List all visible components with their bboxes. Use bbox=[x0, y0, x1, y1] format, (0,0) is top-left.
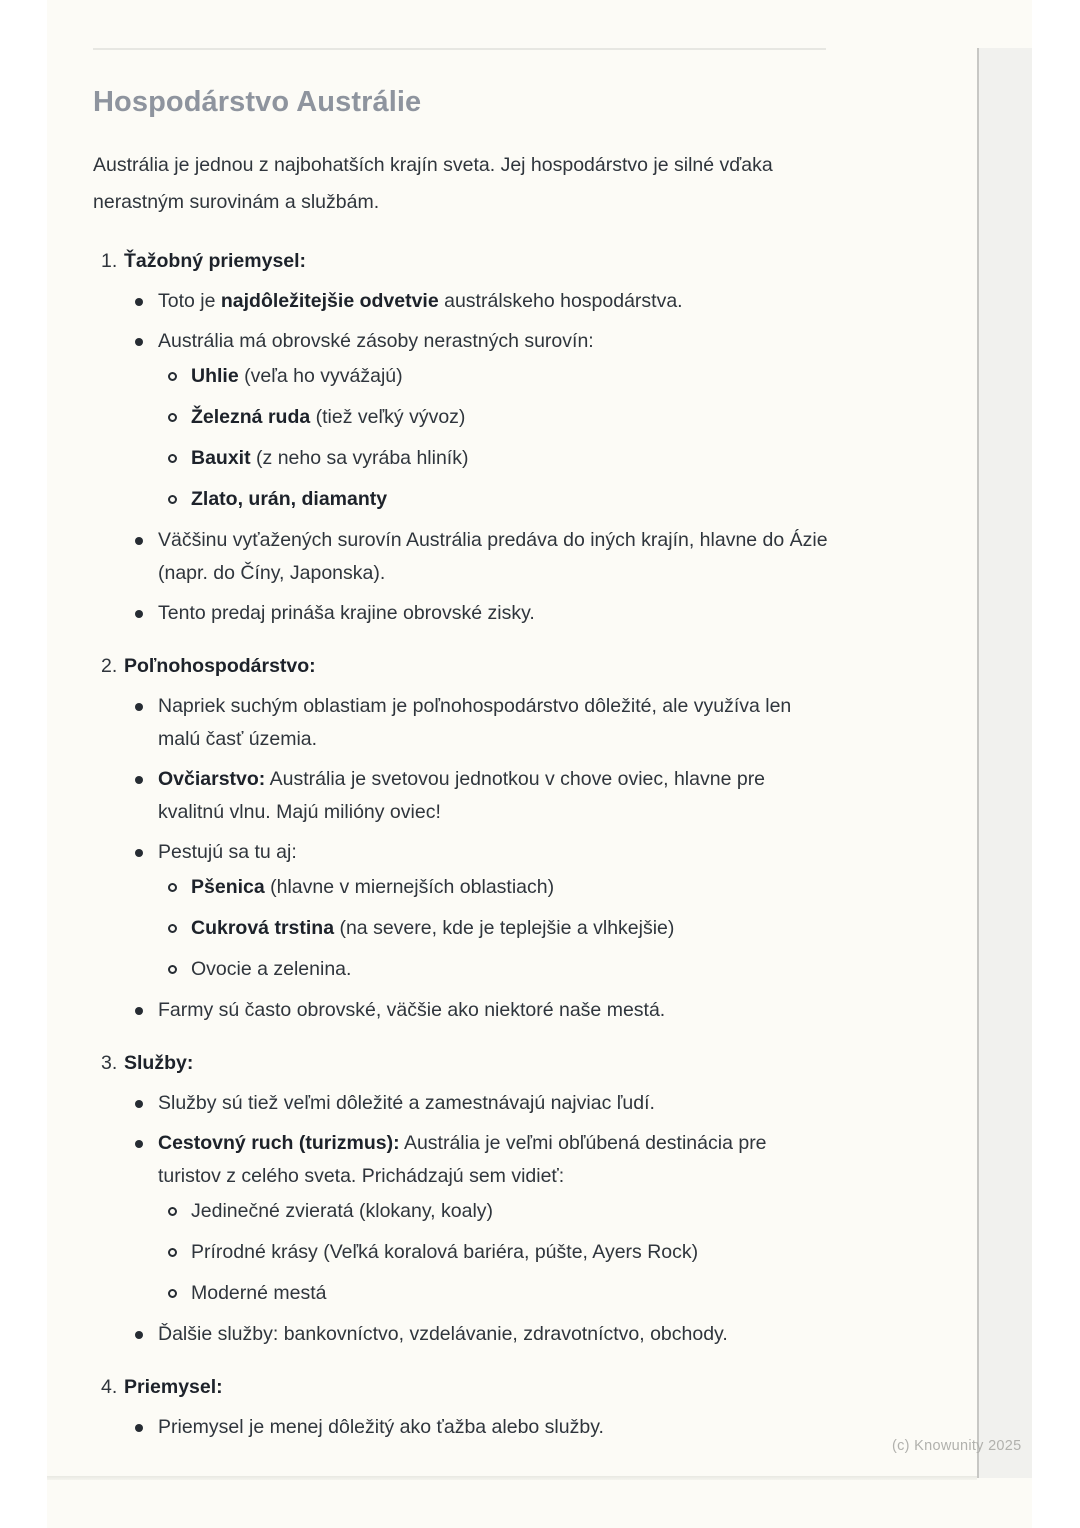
sub-bullet-item bbox=[158, 401, 828, 434]
sub-bullet-item bbox=[158, 1236, 828, 1269]
bullet-text bbox=[158, 999, 665, 1021]
bullet-text bbox=[158, 1323, 728, 1345]
bold-text-segment: Zlato, urán, diamanty bbox=[191, 488, 388, 510]
document-content bbox=[93, 0, 828, 1451]
text-segment: Austrália má obrovské zásoby nerastných surovín: bbox=[158, 330, 594, 352]
text-segment: austrálskeho hospodárstva. bbox=[438, 290, 683, 312]
bullet-circle-icon bbox=[168, 1248, 177, 1257]
bullet-dot-icon bbox=[135, 849, 143, 857]
sub-bullet-text bbox=[191, 958, 351, 980]
scrollbar-track[interactable] bbox=[977, 48, 1032, 1478]
bullet-text bbox=[158, 695, 791, 750]
text-segment: Tento predaj prináša krajine obrovské zisky. bbox=[158, 602, 535, 624]
sub-bullet-text bbox=[191, 406, 465, 428]
text-segment: Služby sú tiež veľmi dôležité a zamestnávajú najviac ľudí. bbox=[158, 1092, 655, 1114]
bullet-circle-icon bbox=[168, 454, 177, 463]
sub-bullet-text bbox=[191, 1241, 698, 1263]
sub-bullet-item bbox=[158, 1277, 828, 1310]
bullet-text bbox=[158, 841, 297, 863]
bold-text-segment: Cukrová trstina bbox=[191, 917, 335, 939]
text-segment: Austrália je veľmi obľúbená destinácia pre turistov z celého sveta. Prichádzajú sem vidieť: bbox=[158, 1132, 767, 1187]
text-segment: (veľa ho vyvážajú) bbox=[238, 365, 403, 387]
bullet-circle-icon bbox=[168, 413, 177, 422]
section-item bbox=[93, 245, 828, 630]
bullet-dot-icon bbox=[135, 1100, 143, 1108]
text-segment: Pestujú sa tu aj: bbox=[158, 841, 297, 863]
bullet-text bbox=[158, 330, 594, 352]
text-segment: Austrália je svetovou jednotkou v chove oviec, hlavne pre kvalitnú vlnu. Majú milióny oviec! bbox=[158, 768, 766, 823]
bullet-list bbox=[124, 1411, 828, 1444]
bold-text-segment: Železná ruda bbox=[191, 406, 311, 428]
outline-list bbox=[93, 245, 828, 1444]
bold-text-segment: Ovčiarstvo: bbox=[158, 768, 266, 790]
bullet-circle-icon bbox=[168, 495, 177, 504]
watermark: (c) Knowunity 2025 bbox=[892, 1438, 1022, 1454]
section-number: 4. bbox=[101, 1376, 118, 1398]
bullet-dot-icon bbox=[135, 776, 143, 784]
bullet-item bbox=[124, 1087, 828, 1120]
section-item bbox=[93, 1047, 828, 1351]
bullet-text bbox=[158, 602, 535, 624]
bullet-list bbox=[124, 1087, 828, 1351]
bold-text-segment: najdôležitejšie odvetvie bbox=[220, 290, 439, 312]
page-title: Hospodárstvo Austrálie bbox=[93, 86, 422, 118]
bullet-dot-icon bbox=[135, 1007, 143, 1015]
bold-text-segment: Cestovný ruch (turizmus): bbox=[158, 1132, 400, 1154]
bullet-dot-icon bbox=[135, 338, 143, 346]
bullet-item bbox=[124, 994, 828, 1027]
section-heading: Ťažobný priemysel: bbox=[124, 250, 307, 272]
text-segment: Väčšinu vyťažených surovín Austrália predáva do iných krajín, hlavne do Ázie (napr. do Číny, Japonska). bbox=[158, 529, 828, 584]
text-segment: Ďalšie služby: bankovníctvo, vzdelávanie, zdravotníctvo, obchody. bbox=[158, 1323, 728, 1345]
page-break-shadow bbox=[47, 1476, 977, 1480]
text-segment: Moderné mestá bbox=[191, 1282, 327, 1304]
bullet-text bbox=[158, 1132, 767, 1187]
bullet-list bbox=[124, 285, 828, 630]
section-number: 1. bbox=[101, 250, 118, 272]
bullet-text bbox=[158, 1416, 604, 1438]
bullet-item bbox=[124, 836, 828, 986]
bullet-circle-icon bbox=[168, 924, 177, 933]
text-segment: (hlavne v miernejších oblastiach) bbox=[264, 876, 555, 898]
bullet-item bbox=[124, 763, 828, 829]
bullet-dot-icon bbox=[135, 298, 143, 306]
sub-bullet-text bbox=[191, 1282, 326, 1304]
sub-bullet-text bbox=[191, 917, 674, 939]
bullet-dot-icon bbox=[135, 537, 143, 545]
sub-bullet-item bbox=[158, 360, 828, 393]
section-heading: Služby: bbox=[124, 1052, 194, 1074]
sub-bullet-text bbox=[191, 488, 387, 510]
text-segment: (z neho sa vyrába hliník) bbox=[250, 447, 469, 469]
bullet-circle-icon bbox=[168, 1289, 177, 1298]
sub-bullet-text bbox=[191, 876, 554, 898]
section-heading: Priemysel: bbox=[124, 1376, 223, 1398]
sub-bullet-item bbox=[158, 483, 828, 516]
text-segment: Priemysel je menej dôležitý ako ťažba alebo služby. bbox=[158, 1416, 604, 1438]
bullet-dot-icon bbox=[135, 1331, 143, 1339]
text-segment: Prírodné krásy (Veľká koralová bariéra, púšte, Ayers Rock) bbox=[191, 1241, 699, 1263]
bold-text-segment: Uhlie bbox=[191, 365, 239, 387]
sub-bullet-list bbox=[158, 1195, 828, 1310]
bullet-circle-icon bbox=[168, 883, 177, 892]
bullet-dot-icon bbox=[135, 703, 143, 711]
section-heading: Poľnohospodárstvo: bbox=[124, 655, 316, 677]
sub-bullet-text bbox=[191, 365, 403, 387]
sub-bullet-item bbox=[158, 871, 828, 904]
section-item bbox=[93, 650, 828, 1027]
bold-text-segment: Bauxit bbox=[191, 447, 251, 469]
document-page bbox=[47, 0, 1032, 1528]
text-segment: Toto je bbox=[158, 290, 221, 312]
section-number: 3. bbox=[101, 1052, 118, 1074]
bullet-circle-icon bbox=[168, 372, 177, 381]
sub-bullet-list bbox=[158, 360, 828, 516]
text-segment: Napriek suchým oblastiam je poľnohospodárstvo dôležité, ale využíva len malú časť územia. bbox=[158, 695, 792, 750]
bullet-item bbox=[124, 1127, 828, 1310]
bullet-dot-icon bbox=[135, 1424, 143, 1432]
intro-paragraph: Austrália je jednou z najbohatších krajín sveta. Jej hospodárstvo je silné vďaka nerastným surovinám a službám. bbox=[93, 154, 773, 213]
sub-bullet-list bbox=[158, 871, 828, 986]
bullet-circle-icon bbox=[168, 965, 177, 974]
bullet-item bbox=[124, 1411, 828, 1444]
bullet-text bbox=[158, 1092, 655, 1114]
section-item bbox=[93, 1371, 828, 1444]
bullet-text bbox=[158, 529, 828, 584]
bullet-item bbox=[124, 597, 828, 630]
bullet-text bbox=[158, 290, 683, 312]
bullet-dot-icon bbox=[135, 1140, 143, 1148]
text-segment: Jedinečné zvieratá (klokany, koaly) bbox=[191, 1200, 494, 1222]
bold-text-segment: Pšenica bbox=[191, 876, 265, 898]
sub-bullet-item bbox=[158, 912, 828, 945]
bullet-list bbox=[124, 690, 828, 1027]
section-number: 2. bbox=[101, 655, 118, 677]
sub-bullet-item bbox=[158, 442, 828, 475]
bullet-text bbox=[158, 768, 765, 823]
bullet-item bbox=[124, 285, 828, 318]
bullet-item bbox=[124, 1318, 828, 1351]
sub-bullet-text bbox=[191, 447, 468, 469]
bullet-item bbox=[124, 325, 828, 516]
sub-bullet-item bbox=[158, 1195, 828, 1228]
bullet-circle-icon bbox=[168, 1207, 177, 1216]
text-segment: Ovocie a zelenina. bbox=[191, 958, 352, 980]
bullet-dot-icon bbox=[135, 610, 143, 618]
bullet-item bbox=[124, 524, 828, 590]
sub-bullet-text bbox=[191, 1200, 493, 1222]
text-segment: (na severe, kde je teplejšie a vlhkejšie) bbox=[334, 917, 675, 939]
text-segment: (tiež veľký vývoz) bbox=[310, 406, 466, 428]
text-segment: Farmy sú často obrovské, väčšie ako niektoré naše mestá. bbox=[158, 999, 666, 1021]
sub-bullet-item bbox=[158, 953, 828, 986]
bullet-item bbox=[124, 690, 828, 756]
